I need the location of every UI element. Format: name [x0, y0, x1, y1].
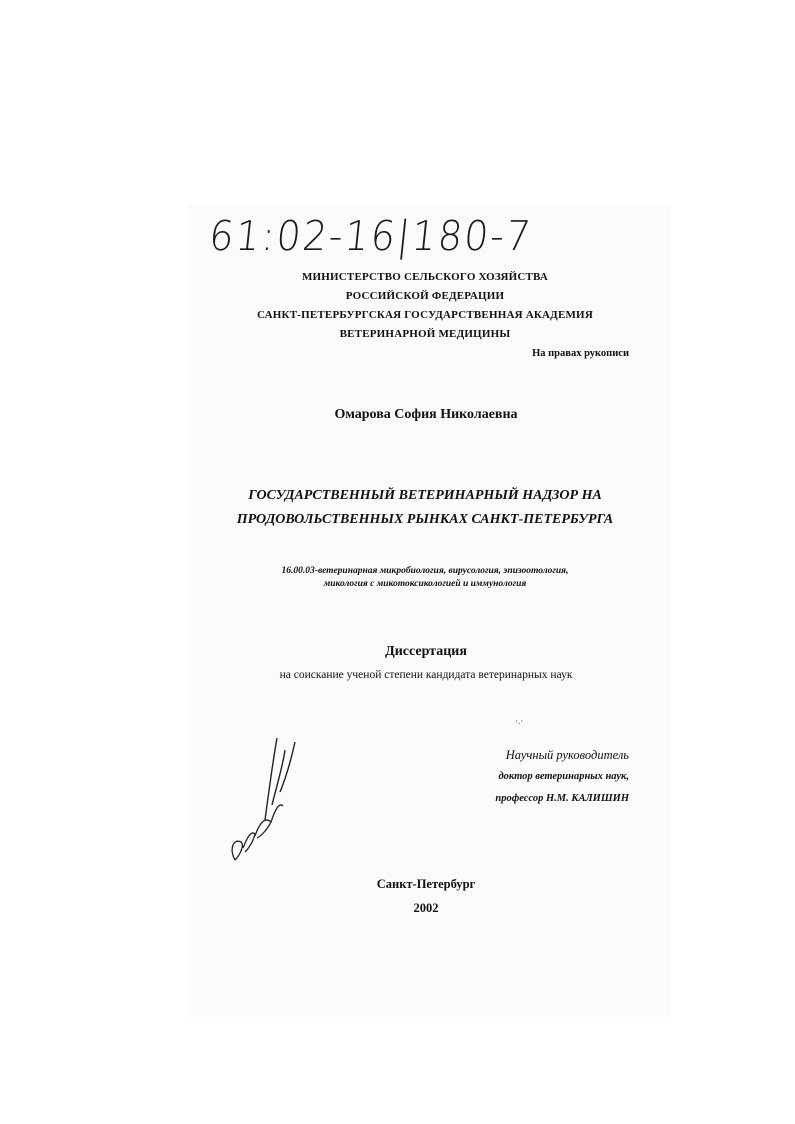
header-line: САНКТ-ПЕТЕРБУРГСКАЯ ГОСУДАРСТВЕННАЯ АКАДЕМИЯ [257, 309, 593, 321]
degree-line: на соискание ученой степени кандидата ветеринарных наук [279, 669, 573, 681]
advisor-block [495, 744, 629, 810]
institution-header [200, 268, 650, 344]
rights-note: На правах рукописи [532, 348, 629, 359]
title-line: ПРОДОВОЛЬСТВЕННЫХ РЫНКАХ САНКТ-ПЕТЕРБУРГА [236, 512, 614, 527]
advisor-role: Научный руководитель [505, 748, 629, 762]
advisor-rank: доктор ветеринарных наук, [498, 771, 629, 782]
city: Санкт-Петербург [376, 877, 476, 891]
header-line: ВЕТЕРИНАРНОЙ МЕДИЦИНЫ [339, 328, 511, 340]
header-line: РОССИЙСКОЙ ФЕДЕРАЦИИ [345, 290, 505, 302]
specialty-line: микология с микотоксикологией и иммунология [323, 579, 527, 589]
scan-speck: ·.· [515, 716, 524, 726]
title-line: ГОСУДАРСТВЕННЫЙ ВЕТЕРИНАРНЫЙ НАДЗОР НА [248, 488, 602, 503]
specialty-code [200, 565, 650, 591]
handwritten-signature [225, 730, 305, 870]
specialty-line: 16.00.03-ветеринарная микробиология, вирусология, эпизоотология, [281, 566, 569, 576]
author-name: Омарова София Николаевна [334, 407, 518, 422]
handwritten-catalog-code: 61:02-16|180-7 [207, 212, 535, 260]
document-type: Диссертация [385, 644, 467, 659]
year: 2002 [413, 901, 439, 915]
advisor-name: профессор Н.М. КАЛИШИН [495, 793, 629, 804]
header-line: МИНИСТЕРСТВО СЕЛЬСКОГО ХОЗЯЙСТВА [301, 271, 549, 283]
dissertation-title [200, 484, 650, 532]
